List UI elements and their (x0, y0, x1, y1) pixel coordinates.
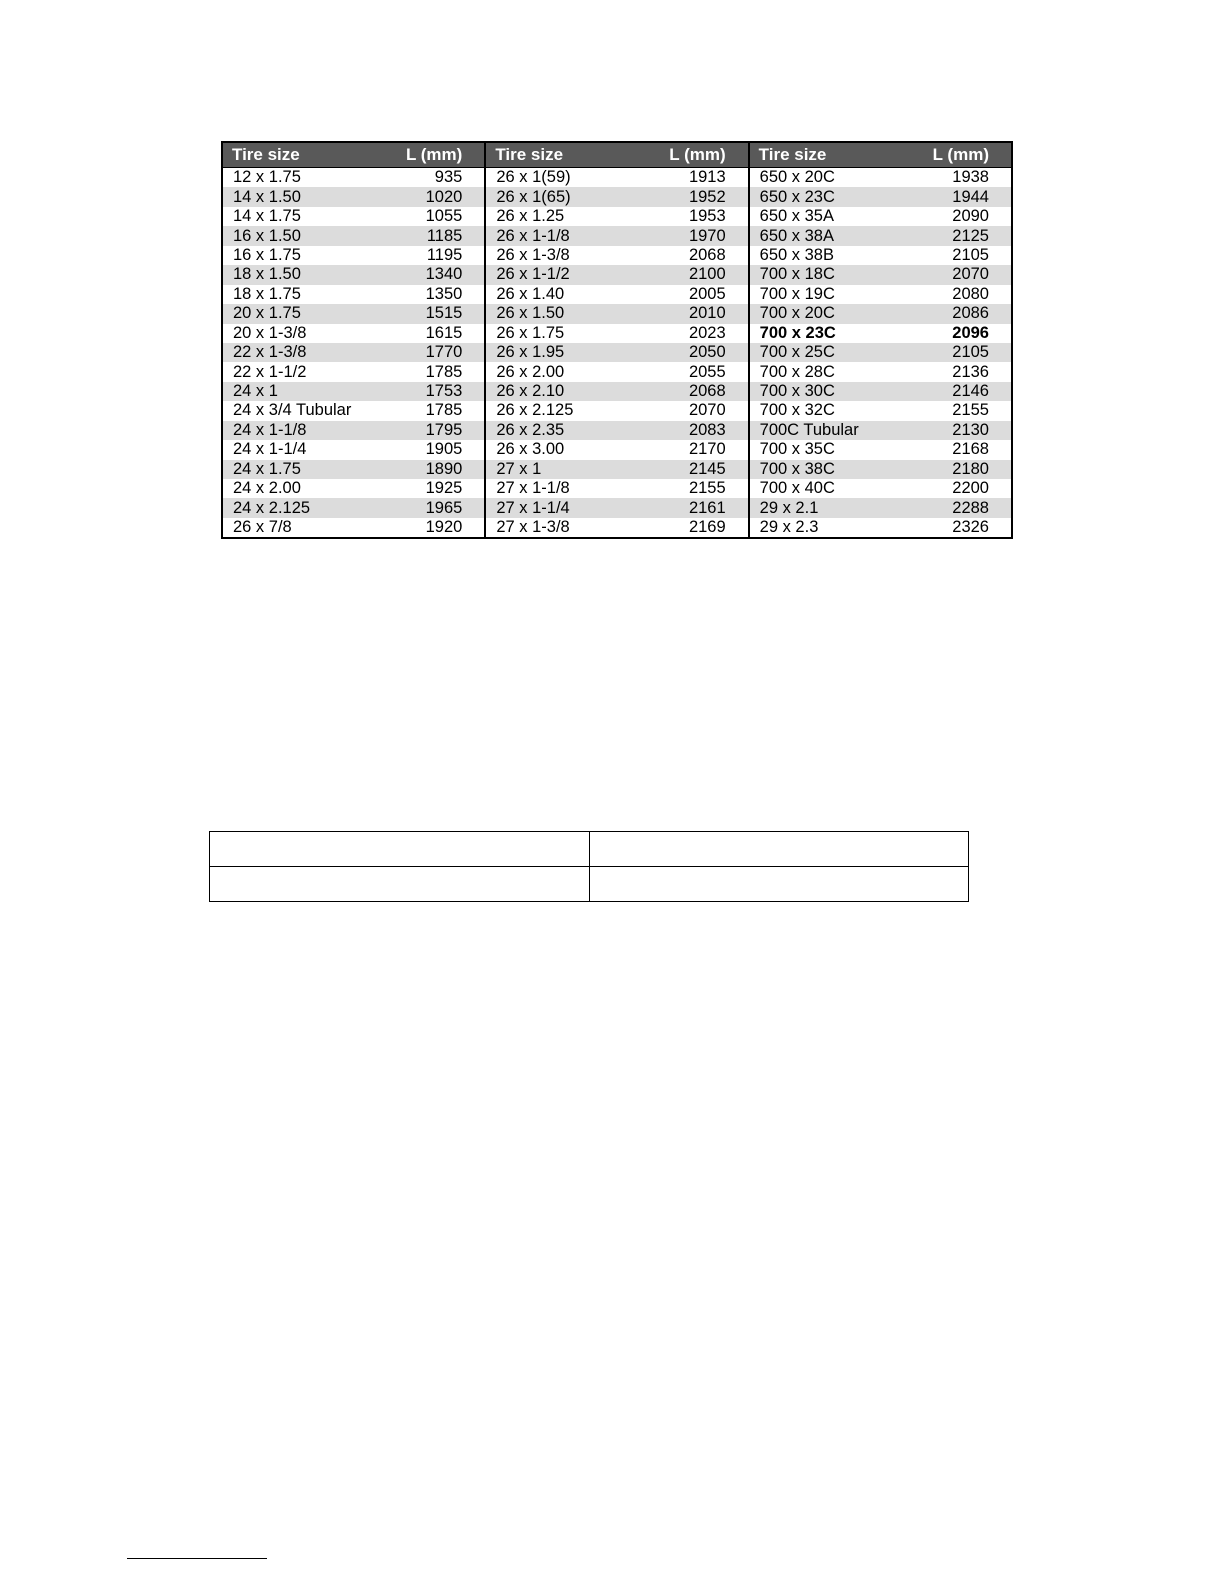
footnote-separator (127, 1558, 267, 1559)
tire-size-cell: 16 x 1.75 (233, 245, 301, 264)
tire-size-cell: 26 x 2.35 (496, 420, 565, 439)
length-cell: 1890 (425, 459, 463, 478)
table-row (486, 285, 747, 304)
tire-size-cell: 22 x 1-1/2 (233, 362, 307, 381)
length-cell: 2070 (952, 265, 989, 284)
tire-size-cell: 700 x 28C (759, 362, 835, 381)
table-row (750, 285, 1011, 304)
tire-size-cell: 27 x 1 (496, 459, 542, 478)
tire-size-cell: 24 x 2.125 (233, 498, 311, 517)
header-length: L (mm) (932, 145, 989, 164)
tire-size-cell: 27 x 1-3/8 (496, 518, 570, 537)
length-cell: 1920 (425, 518, 463, 537)
length-cell: 1905 (425, 440, 463, 459)
length-cell: 935 (434, 168, 463, 187)
length-cell: 2105 (952, 343, 989, 362)
table-row (223, 187, 484, 206)
tire-size-cell: 26 x 3.00 (496, 440, 565, 459)
tire-size-cell: 650 x 38B (759, 245, 834, 264)
table-row (486, 460, 747, 479)
header-tire-size: Tire size (232, 145, 300, 164)
length-cell: 1195 (426, 245, 463, 264)
table-row (486, 226, 747, 245)
table-row (223, 401, 484, 420)
length-cell: 2090 (952, 207, 989, 226)
table-row (486, 304, 747, 323)
table-cell[interactable] (589, 832, 969, 867)
tire-size-cell: 700 x 40C (759, 479, 835, 498)
table-row (223, 343, 484, 362)
tire-size-cell: 18 x 1.75 (233, 284, 301, 303)
table-row (750, 265, 1011, 284)
table-row (223, 304, 484, 323)
table-row (223, 421, 484, 440)
table-row (486, 207, 747, 226)
table-row (223, 168, 484, 187)
tire-size-cell: 700C Tubular (759, 420, 859, 439)
length-cell: 2010 (688, 304, 726, 323)
table-row (750, 498, 1011, 517)
length-cell: 2068 (688, 245, 726, 264)
tire-size-cell: 26 x 1-3/8 (496, 245, 570, 264)
tire-size-cell: 700 x 20C (759, 304, 835, 323)
table-row (486, 401, 747, 420)
table-row (223, 285, 484, 304)
table-row (750, 401, 1011, 420)
length-cell: 2288 (952, 498, 989, 517)
table-cell[interactable] (210, 867, 590, 902)
tire-size-cell: 700 x 25C (759, 343, 835, 362)
table-row (486, 479, 747, 498)
table-row (486, 498, 747, 517)
table-row (223, 324, 484, 343)
column-header (223, 143, 484, 168)
table-row (750, 382, 1011, 401)
length-cell: 2068 (688, 382, 726, 401)
table-cell[interactable] (210, 832, 590, 867)
tire-size-cell: 27 x 1-1/8 (496, 479, 570, 498)
tire-size-cell: 24 x 3/4 Tubular (233, 401, 352, 420)
table-row (486, 324, 747, 343)
length-cell: 2125 (952, 226, 989, 245)
length-cell: 1913 (688, 168, 726, 187)
table-row (750, 187, 1011, 206)
length-cell: 2086 (952, 304, 989, 323)
length-cell: 2146 (952, 382, 989, 401)
tire-size-cell: 14 x 1.75 (233, 207, 301, 226)
length-cell: 1938 (952, 168, 989, 187)
table-row (223, 382, 484, 401)
table-row (750, 343, 1011, 362)
header-tire-size: Tire size (758, 145, 827, 164)
table-row (223, 440, 484, 459)
table-row (750, 440, 1011, 459)
tire-size-cell: 700 x 38C (759, 459, 835, 478)
length-cell: 2155 (688, 479, 726, 498)
table-row (486, 265, 747, 284)
tire-size-cell: 650 x 20C (759, 168, 835, 187)
header-length: L (mm) (405, 145, 463, 164)
tire-size-cell: 700 x 19C (759, 284, 835, 303)
table-row (750, 518, 1011, 537)
tire-column (486, 143, 749, 537)
table-row (750, 324, 1011, 343)
blank-form-table (209, 831, 969, 902)
table-row (750, 304, 1011, 323)
tire-size-table (221, 141, 1013, 539)
length-cell: 1953 (688, 207, 726, 226)
table-row (486, 168, 747, 187)
tire-size-cell: 700 x 35C (759, 440, 835, 459)
length-cell: 1615 (425, 323, 463, 342)
length-cell: 1185 (426, 226, 463, 245)
tire-size-cell: 26 x 2.125 (496, 401, 574, 420)
length-cell: 1515 (425, 304, 463, 323)
table-row (223, 460, 484, 479)
tire-size-cell: 26 x 1.50 (496, 304, 565, 323)
tire-size-cell: 650 x 38A (759, 226, 834, 245)
length-cell: 2050 (688, 343, 726, 362)
length-cell: 2168 (952, 440, 989, 459)
tire-size-cell: 700 x 18C (759, 265, 835, 284)
tire-size-cell: 26 x 2.10 (496, 382, 565, 401)
tire-size-cell: 26 x 1-1/8 (496, 226, 570, 245)
length-cell: 2080 (952, 284, 989, 303)
length-cell: 2023 (688, 323, 726, 342)
tire-size-cell: 24 x 1.75 (233, 459, 301, 478)
table-row (223, 479, 484, 498)
length-cell: 1785 (425, 401, 463, 420)
table-row (486, 187, 747, 206)
table-row (750, 246, 1011, 265)
table-row (223, 498, 484, 517)
tire-size-cell: 26 x 1.25 (496, 207, 565, 226)
table-row (223, 265, 484, 284)
tire-size-cell: 29 x 2.1 (759, 498, 819, 517)
tire-size-cell: 26 x 1.95 (496, 343, 565, 362)
table-row (486, 362, 747, 381)
column-header (750, 143, 1011, 168)
length-cell: 2070 (688, 401, 726, 420)
table-row (486, 440, 747, 459)
length-cell: 1952 (688, 187, 726, 206)
length-cell: 1925 (425, 479, 463, 498)
tire-size-cell: 26 x 1.75 (496, 323, 565, 342)
table-row (750, 460, 1011, 479)
tire-size-cell: 22 x 1-3/8 (233, 343, 307, 362)
tire-size-cell: 14 x 1.50 (233, 187, 301, 206)
table-row (486, 518, 747, 537)
tire-size-cell: 700 x 23C (759, 323, 836, 342)
table-row (486, 343, 747, 362)
tire-size-cell: 12 x 1.75 (233, 168, 301, 187)
length-cell: 2100 (688, 265, 726, 284)
length-cell: 2083 (688, 420, 726, 439)
table-row (210, 832, 969, 867)
length-cell: 1785 (425, 362, 463, 381)
table-row (223, 518, 484, 537)
table-row (750, 479, 1011, 498)
length-cell: 2096 (952, 323, 989, 342)
table-row (750, 207, 1011, 226)
length-cell: 1970 (688, 226, 726, 245)
table-row (486, 421, 747, 440)
tire-size-cell: 650 x 35A (759, 207, 834, 226)
tire-size-cell: 24 x 2.00 (233, 479, 301, 498)
tire-size-cell: 26 x 7/8 (233, 518, 292, 537)
tire-size-cell: 24 x 1-1/4 (233, 440, 307, 459)
length-cell: 1944 (952, 187, 989, 206)
length-cell: 2169 (688, 518, 726, 537)
tire-size-cell: 26 x 2.00 (496, 362, 565, 381)
length-cell: 1753 (425, 382, 463, 401)
length-cell: 1055 (425, 207, 463, 226)
header-length: L (mm) (669, 145, 726, 164)
length-cell: 1965 (425, 498, 463, 517)
tire-size-cell: 20 x 1.75 (233, 304, 301, 323)
tire-size-cell: 18 x 1.50 (233, 265, 301, 284)
length-cell: 2155 (952, 401, 989, 420)
tire-size-cell: 26 x 1-1/2 (496, 265, 570, 284)
length-cell: 2180 (952, 459, 989, 478)
length-cell: 2105 (952, 245, 989, 264)
length-cell: 1795 (425, 420, 463, 439)
length-cell: 2145 (688, 459, 726, 478)
tire-size-cell: 29 x 2.3 (759, 518, 819, 537)
length-cell: 1340 (425, 265, 463, 284)
table-cell[interactable] (589, 867, 969, 902)
length-cell: 2130 (952, 420, 989, 439)
tire-size-cell: 26 x 1.40 (496, 284, 565, 303)
length-cell: 2136 (952, 362, 989, 381)
tire-size-cell: 26 x 1(59) (496, 168, 571, 187)
length-cell: 2326 (952, 518, 989, 537)
tire-size-cell: 24 x 1 (233, 382, 278, 401)
length-cell: 2055 (688, 362, 726, 381)
length-cell: 1020 (425, 187, 463, 206)
tire-size-cell: 700 x 32C (759, 401, 835, 420)
table-row (486, 246, 747, 265)
length-cell: 1350 (425, 284, 463, 303)
table-row (223, 226, 484, 245)
tire-size-cell: 27 x 1-1/4 (496, 498, 570, 517)
tire-size-cell: 24 x 1-1/8 (233, 420, 307, 439)
table-row (750, 168, 1011, 187)
table-row (223, 246, 484, 265)
tire-size-cell: 700 x 30C (759, 382, 835, 401)
tire-size-cell: 20 x 1-3/8 (233, 323, 307, 342)
tire-size-cell: 650 x 23C (759, 187, 835, 206)
table-row (750, 226, 1011, 245)
tire-column (750, 143, 1011, 537)
length-cell: 2005 (688, 284, 726, 303)
header-tire-size: Tire size (495, 145, 564, 164)
length-cell: 2161 (688, 498, 726, 517)
tire-column (223, 143, 486, 537)
tire-size-cell: 26 x 1(65) (496, 187, 571, 206)
table-row (223, 362, 484, 381)
table-row (223, 207, 484, 226)
length-cell: 1770 (425, 343, 463, 362)
length-cell: 2200 (952, 479, 989, 498)
length-cell: 2170 (688, 440, 726, 459)
table-row (750, 421, 1011, 440)
table-row (750, 362, 1011, 381)
table-row (486, 382, 747, 401)
tire-size-cell: 16 x 1.50 (233, 226, 301, 245)
table-row (210, 867, 969, 902)
column-header (486, 143, 747, 168)
